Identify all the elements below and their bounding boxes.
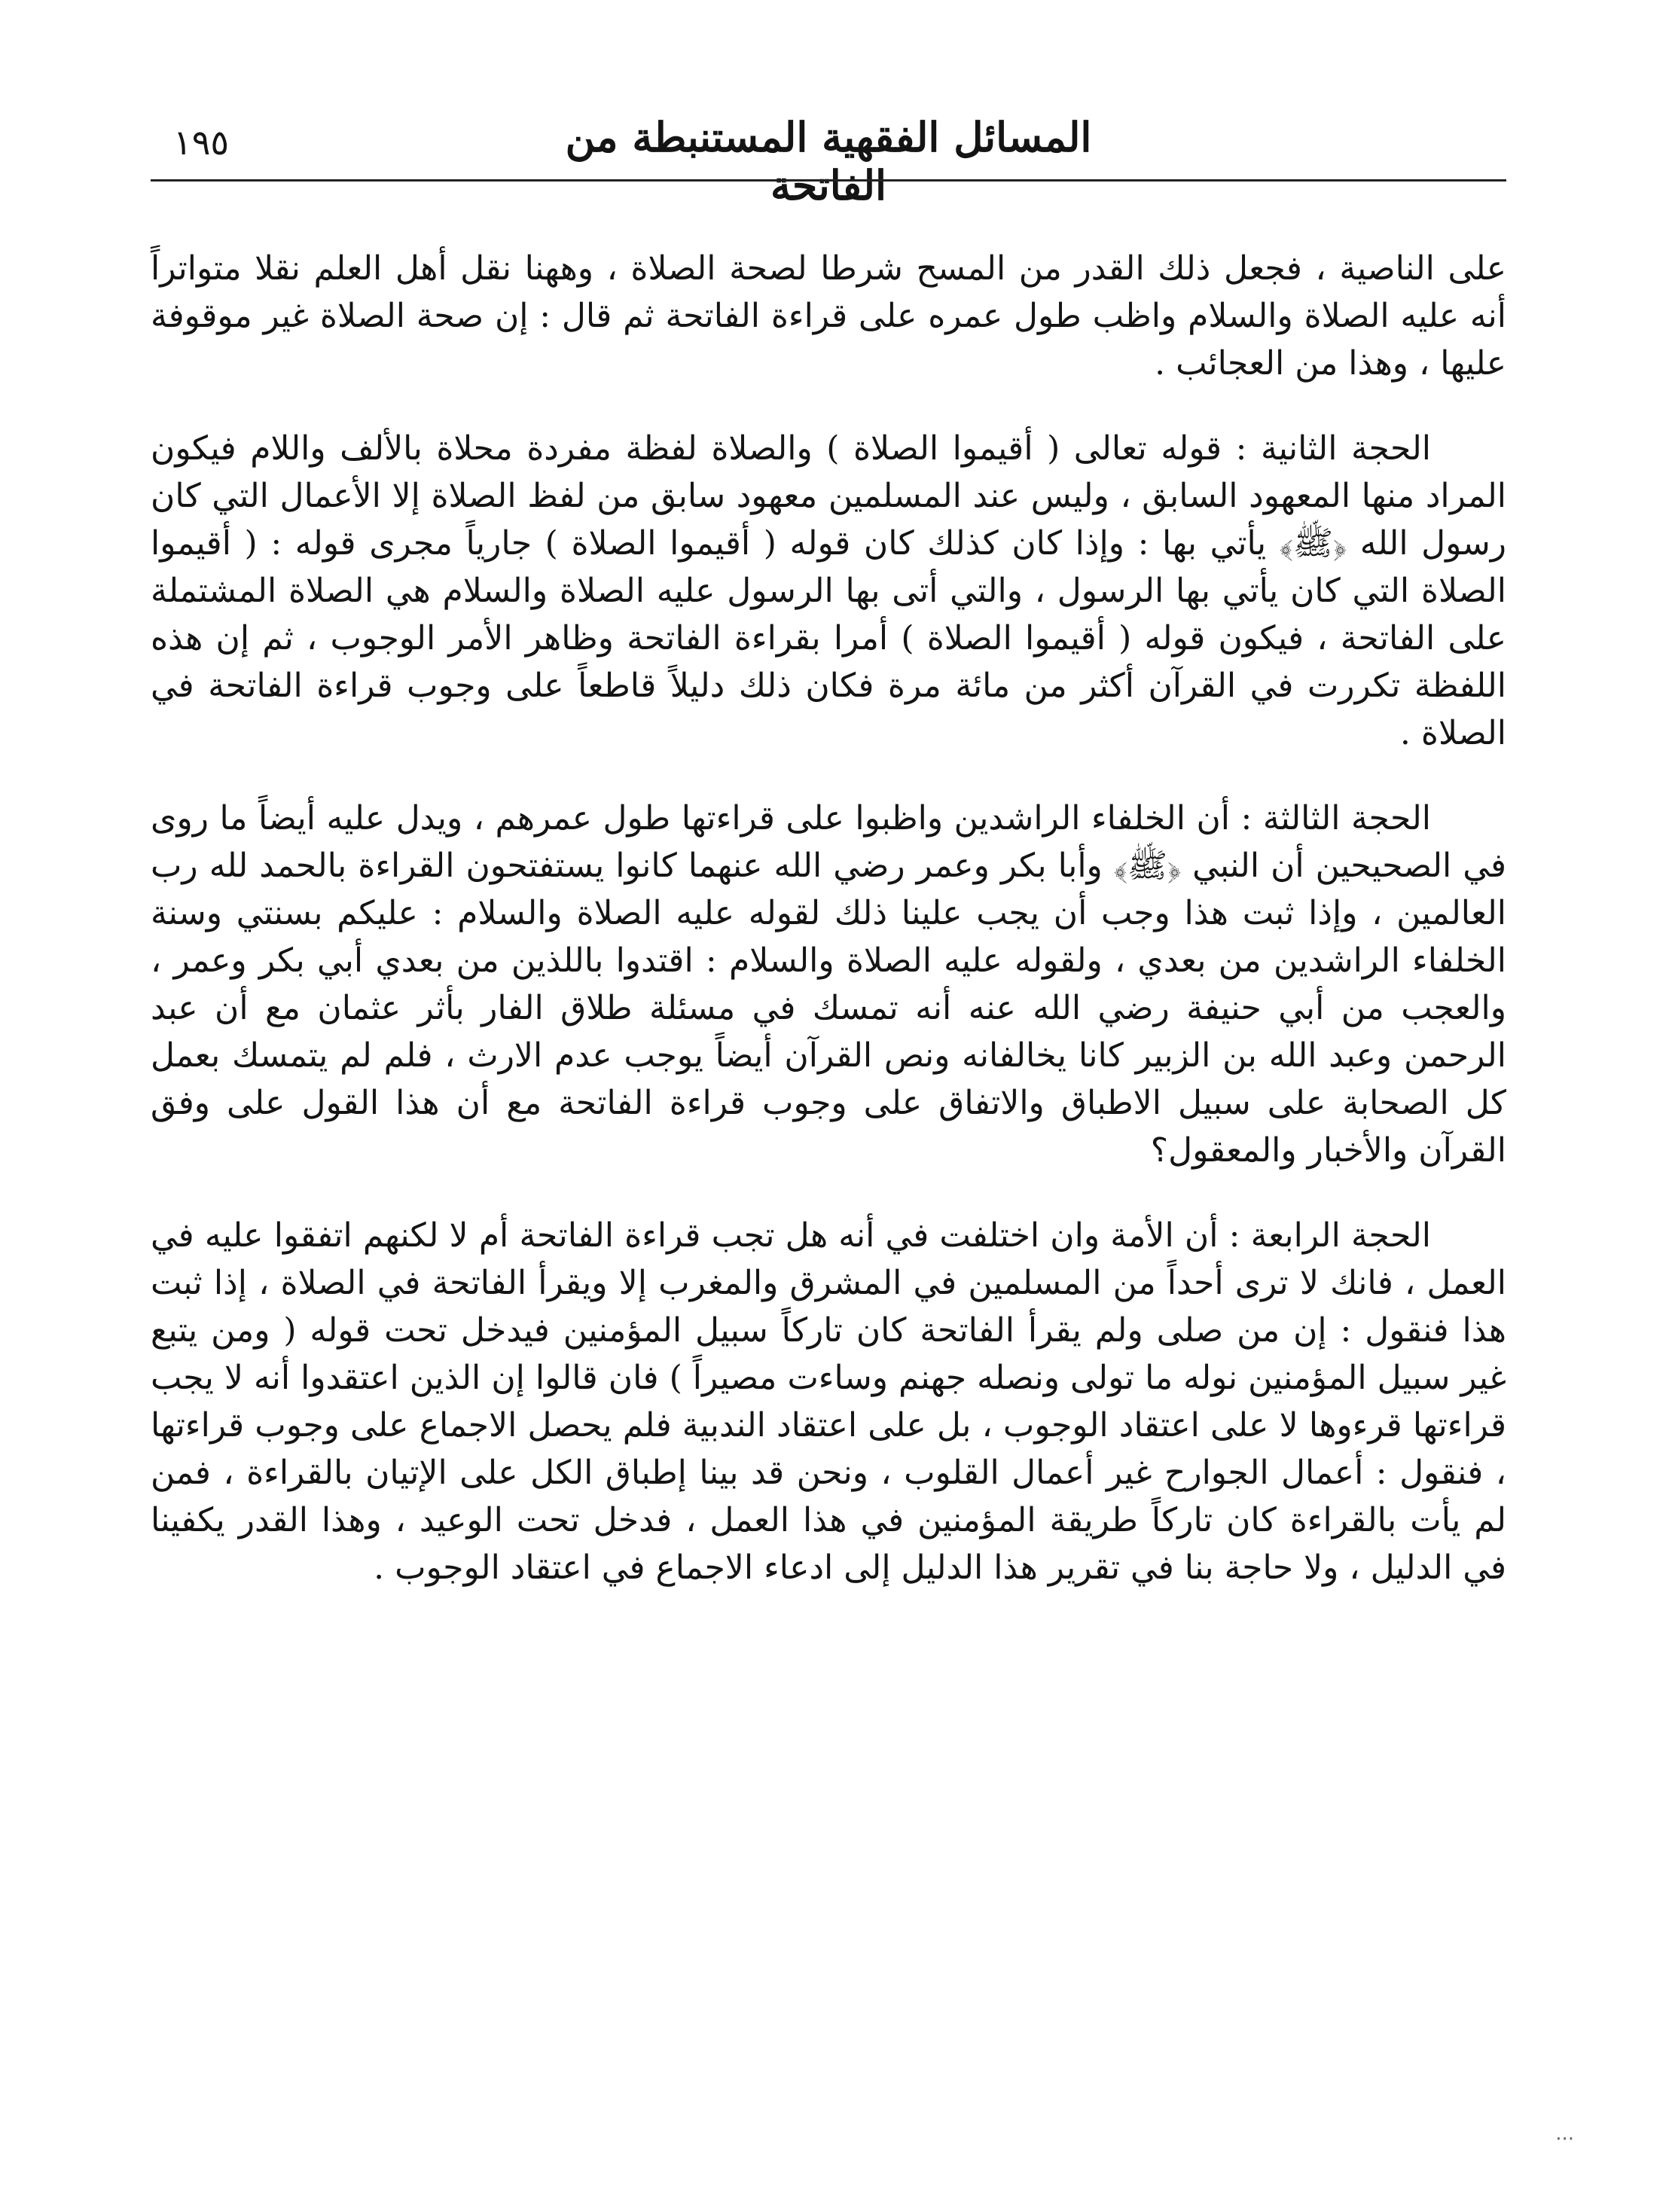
paragraph-2: الحجة الثانية : قوله تعالى ( أقيموا الصلاة ) والصلاة لفظة مفردة محلاة بالألف واللام فيكون المراد منها المعهود السابق ، وليس عند المسلمين معهود سابق من لفظ الصلاة إلا الأعمال التي كان رسول الله ﴿ﷺ﴾ يأتي بها : وإذا كان كذلك كان قوله ( أقيموا الصلاة ) جارياً مجرى قوله : ( أقيموا الصلاة التي كان يأتي بها الرسول ، والتي أتى بها الرسول عليه الصلاة والسلام هي الصلاة المشتملة على الفاتحة ، فيكون قوله ( أقيموا الصلاة ) أمرا بقراءة الفاتحة وظاهر الأمر الوجوب ، ثم إن هذه اللفظة تكررت في القرآن أكثر من مائة مرة فكان ذلك دليلاً قاطعاً على وجوب قراءة الفاتحة في الصلاة . [151, 429, 1506, 752]
page-number: ١٩٥ [173, 122, 230, 163]
paragraph-4: الحجة الرابعة : أن الأمة وان اختلفت في أنه هل تجب قراءة الفاتحة أم لا لكنهم اتفقوا عليه في العمل ، فانك لا ترى أحداً من المسلمين في المشرق والمغرب إلا ويقرأ الفاتحة في الصلاة ، إذا ثبت هذا فنقول : إن من صلى ولم يقرأ الفاتحة كان تاركاً سبيل المؤمنين فيدخل تحت قوله ( ومن يتبع غير سبيل المؤمنين نوله ما تولى ونصله جهنم وساءت مصيراً ) فان قالوا إن الذين اعتقدوا أنه لا يجب قراءتها قرءوها لا على اعتقاد الوجوب ، بل على اعتقاد الندبية فلم يحصل الاجماع على وجوب قراءتها ، فنقول : أعمال الجوارح غير أعمال القلوب ، ونحن قد بينا إطباق الكل على الإتيان بالقراءة ، فمن لم يأت بالقراءة كان تاركاً طريقة المؤمنين في هذا العمل ، فدخل تحت الوعيد ، وهذا القدر يكفينا في الدليل ، ولا حاجة بنا في تقرير هذا الدليل إلى ادعاء الاجماع في اعتقاد الوجوب . [151, 1216, 1507, 1587]
paragraph-1: على الناصية ، فجعل ذلك القدر من المسح شرطا لصحة الصلاة ، وههنا نقل أهل العلم نقلا متواتراً أنه عليه الصلاة والسلام واظب طول عمره على قراءة الفاتحة ثم قال : إن صحة الصلاة غير موقوفة عليها ، وهذا من العجائب . [151, 249, 1506, 383]
footer-mark: ... [1555, 2122, 1574, 2145]
page-header [151, 113, 1506, 209]
body-text [151, 245, 1506, 1591]
running-title: المسائل الفقهية المستنبطة من الفاتحة [565, 113, 1092, 209]
paragraph-3: الحجة الثالثة : أن الخلفاء الراشدين واظبوا على قراءتها طول عمرهم ، ويدل عليه أيضاً ما روى في الصحيحين أن النبي ﴿ﷺ﴾ وأبا بكر وعمر رضي الله عنهما كانوا يستفتحون القراءة بالحمد لله رب العالمين ، وإذا ثبت هذا وجب أن يجب علينا ذلك لقوله عليه الصلاة والسلام : عليكم بسنتي وسنة الخلفاء الراشدين من بعدي ، ولقوله عليه الصلاة والسلام : اقتدوا باللذين من بعدي أبي بكر وعمر ، والعجب من أبي حنيفة رضي الله عنه أنه تمسك في مسئلة طلاق الفار بأثر عثمان مع أن عبد الرحمن وعبد الله بن الزبير كانا يخالفانه ونص القرآن أيضاً يوجب عدم الارث ، فلم لم يتمسك بعمل كل الصحابة على سبيل الاطباق والاتفاق على وجوب قراءة الفاتحة مع أن هذا القول على وفق القرآن والأخبار والمعقول؟ [151, 799, 1507, 1170]
header-rule [151, 179, 1506, 182]
